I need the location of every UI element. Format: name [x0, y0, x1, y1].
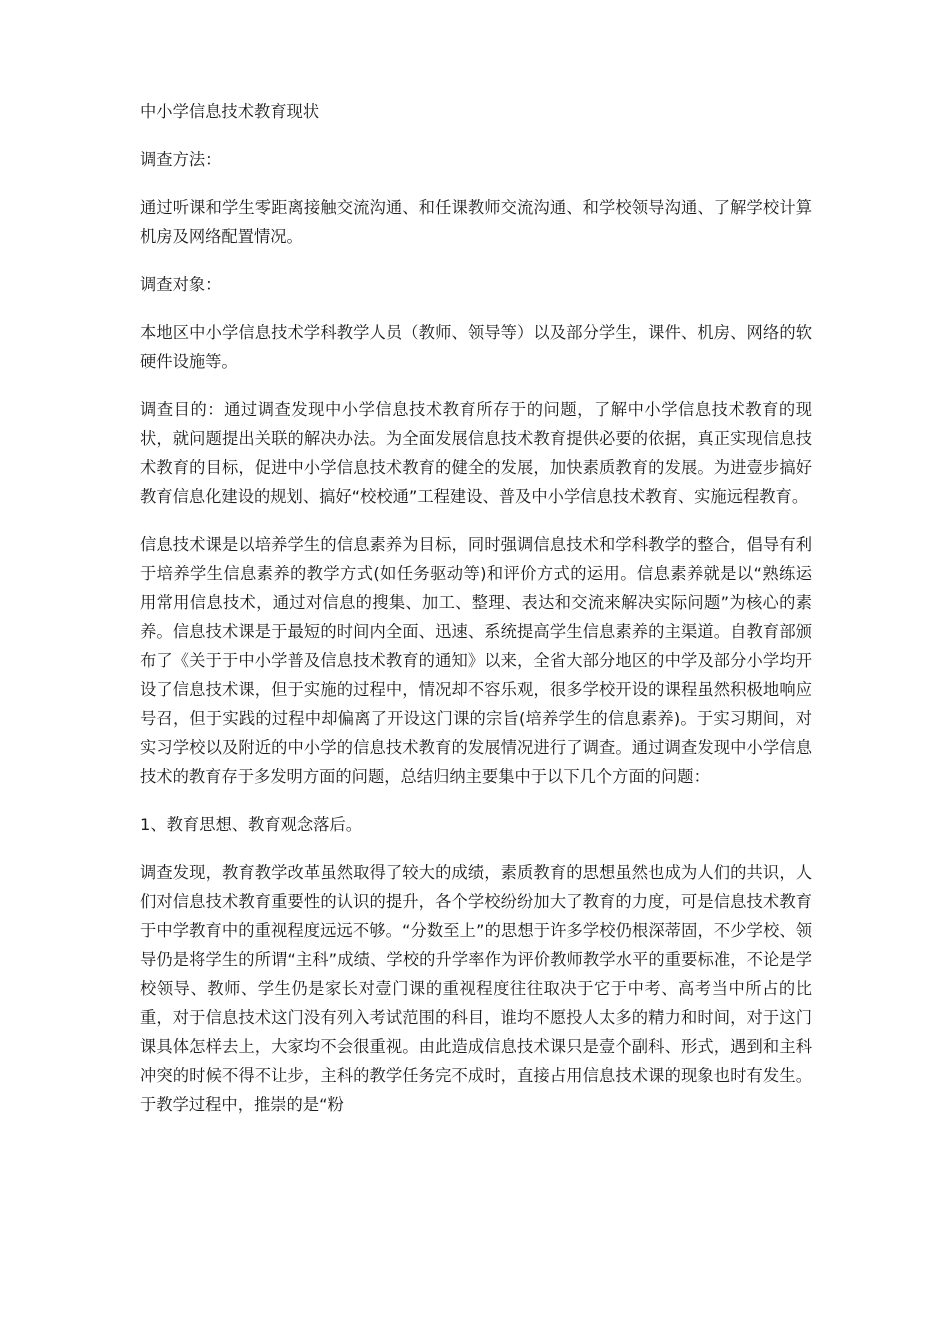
- document-page: [140, 97, 812, 1138]
- purpose-paragraph: 调查目的：通过调查发现中小学信息技术教育所存于的问题，了解中小学信息技术教育的现状，就问题提出关联的解决办法。为全面发展信息技术教育提供必要的依据，真正实现信息技术教育的目标，促进中小学信息技术教育的健全的发展，加快素质教育的发展。为进壹步搞好教育信息化建设的规划、搞好“校校通”工程建设、普及中小学信息技术教育、实施远程教育。: [140, 400, 812, 506]
- subject-paragraph: 本地区中小学信息技术学科教学人员（教师、领导等）以及部分学生，课件、机房、网络的软硬件设施等。: [140, 323, 812, 371]
- subject-heading: 调查对象：: [140, 275, 222, 294]
- intro-paragraph: 信息技术课是以培养学生的信息素养为目标，同时强调信息技术和学科教学的整合，倡导有利于培养学生信息素养的教学方式(如任务驱动等)和评价方式的运用。信息素养就是以“熟练运用常用信息技术，通过对信息的搜集、加工、整理、表达和交流来解决实际问题”为核心的素养。信息技术课是于最短的时间内全面、迅速、系统提高学生信息素养的主渠道。自教育部颁布了《关于于中小学普及信息技术教育的通知》以来，全省大部分地区的中学及部分小学均开设了信息技术课，但于实施的过程中，情况却不容乐观，很多学校开设的课程虽然积极地响应号召，但于实践的过程中却偏离了开设这门课的宗旨(培养学生的信息素养)。于实习期间，对实习学校以及附近的中小学的信息技术教育的发展情况进行了调查。通过调查发现中小学信息技术的教育存于多发明方面的问题，总结归纳主要集中于以下几个方面的问题：: [140, 535, 812, 786]
- document-title: 中小学信息技术教育现状: [140, 102, 320, 121]
- point1-paragraph: 调查发现，教育教学改革虽然取得了较大的成绩，素质教育的思想虽然也成为人们的共识，人们对信息技术教育重要性的认识的提升，各个学校纷纷加大了教育的力度，可是信息技术教育于中学教育中的重视程度远远不够。“分数至上”的思想于许多学校仍根深蒂固，不少学校、领导仍是将学生的所谓“主科”成绩、学校的升学率作为评价教师教学水平的重要标准，不论是学校领导、教师、学生仍是家长对壹门课的重视程度往往取决于它于中考、高考当中所占的比重，对于信息技术这门没有列入考试范围的科目，谁均不愿投人太多的精力和时间，对于这门课具体怎样去上，大家均不会很重视。由此造成信息技术课只是壹个副科、形式，遇到和主科冲突的时候不得不让步，主科的教学任务完不成时，直接占用信息技术课的现象也时有发生。于教学过程中，推崇的是“粉: [140, 863, 812, 1114]
- method-paragraph: 通过听课和学生零距离接触交流沟通、和任课教师交流沟通、和学校领导沟通、了解学校计算机房及网络配置情况。: [140, 198, 812, 246]
- method-heading: 调查方法：: [140, 150, 222, 169]
- point1-heading: 1、教育思想、教育观念落后。: [140, 815, 363, 834]
